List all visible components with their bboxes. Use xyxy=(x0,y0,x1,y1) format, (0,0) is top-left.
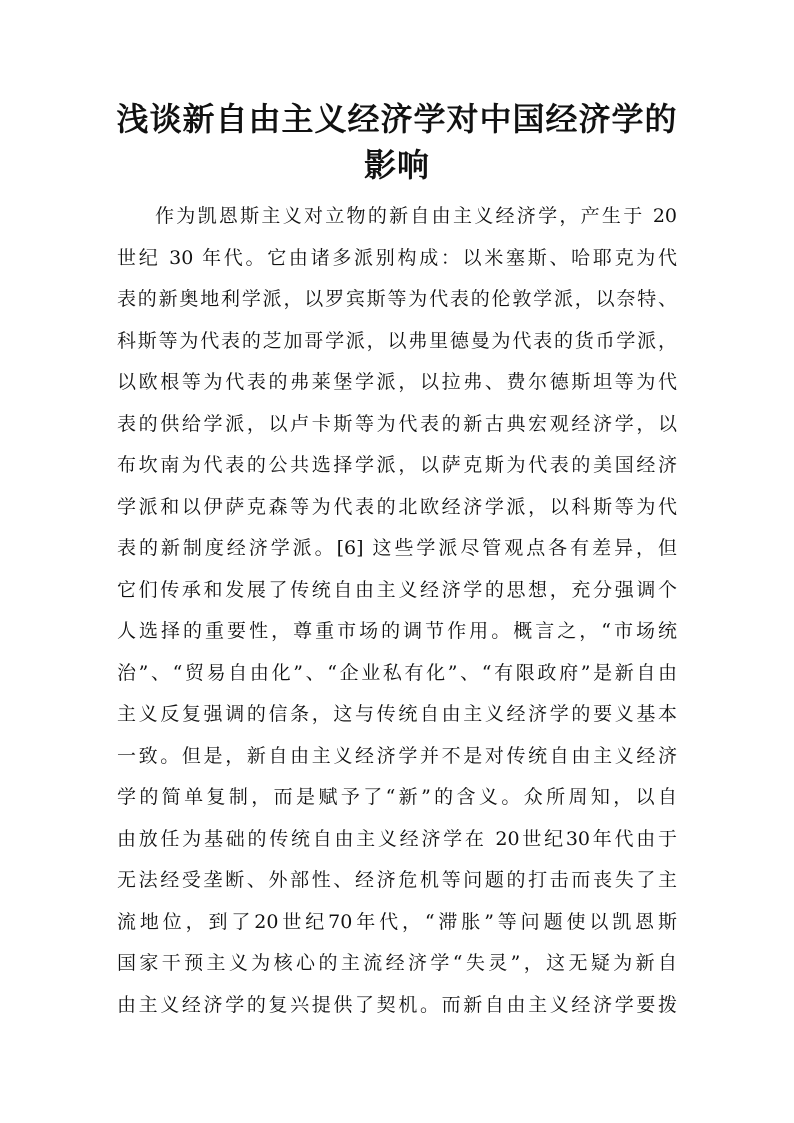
paragraph-line: 无法经受垄断、外部性、经济危机等问题的打击而丧失了主 xyxy=(117,869,677,891)
paragraph-line: 由放任为基础的传统自由主义经济学在 20世纪30年代由于 xyxy=(117,827,677,850)
paragraph-line: 治”、“贸易自由化”、“企业私有化”、“有限政府”是新自由 xyxy=(117,661,677,684)
paragraph-line: 学派和以伊萨克森等为代表的北欧经济学派，以科斯等为代 xyxy=(117,495,677,518)
paragraph-line: 主义反复强调的信条，这与传统自由主义经济学的要义基本 xyxy=(117,703,677,725)
paragraph-line: 世纪 30 年代。它由诸多派别构成：以米塞斯、哈耶克为代 xyxy=(117,246,677,269)
title-line-2: 影响 xyxy=(363,146,430,184)
paragraph-line: 由主义经济学的复兴提供了契机。而新自由主义经济学要拨 xyxy=(117,993,677,1016)
paragraph-line: 科斯等为代表的芝加哥学派，以弗里德曼为代表的货币学派， xyxy=(117,329,677,352)
paragraph-line: 一致。但是，新自由主义经济学并不是对传统自由主义经济 xyxy=(117,744,677,767)
body-paragraph xyxy=(117,196,677,1026)
paragraph-line: 表的新制度经济学派。[6] 这些学派尽管观点各有差异，但 xyxy=(117,537,677,559)
document-title xyxy=(110,96,684,188)
title-line-1: 浅谈新自由主义经济学对中国经济学的 xyxy=(116,100,678,138)
paragraph-line: 表的供给学派，以卢卡斯等为代表的新古典宏观经济学，以 xyxy=(117,412,677,435)
paragraph-line: 学的简单复制，而是赋予了“新”的含义。众所周知，以自 xyxy=(117,786,677,808)
paragraph-line: 流地位，到了20世纪70年代，“滞胀”等问题使以凯恩斯 xyxy=(117,910,677,933)
paragraph-line: 表的新奥地利学派，以罗宾斯等为代表的伦敦学派，以奈特、 xyxy=(117,288,677,310)
paragraph-line: 以欧根等为代表的弗莱堡学派，以拉弗、费尔德斯坦等为代 xyxy=(117,371,677,393)
paragraph-line: 人选择的重要性，尊重市场的调节作用。概言之，“市场统 xyxy=(117,620,677,642)
paragraph-line: 作为凯恩斯主义对立物的新自由主义经济学，产生于 20 xyxy=(155,205,677,227)
paragraph-line: 布坎南为代表的公共选择学派，以萨克斯为代表的美国经济 xyxy=(117,454,677,476)
paragraph-line: 它们传承和发展了传统自由主义经济学的思想，充分强调个 xyxy=(117,578,677,601)
paragraph-line: 国家干预主义为核心的主流经济学“失灵”，这无疑为新自 xyxy=(117,952,677,974)
